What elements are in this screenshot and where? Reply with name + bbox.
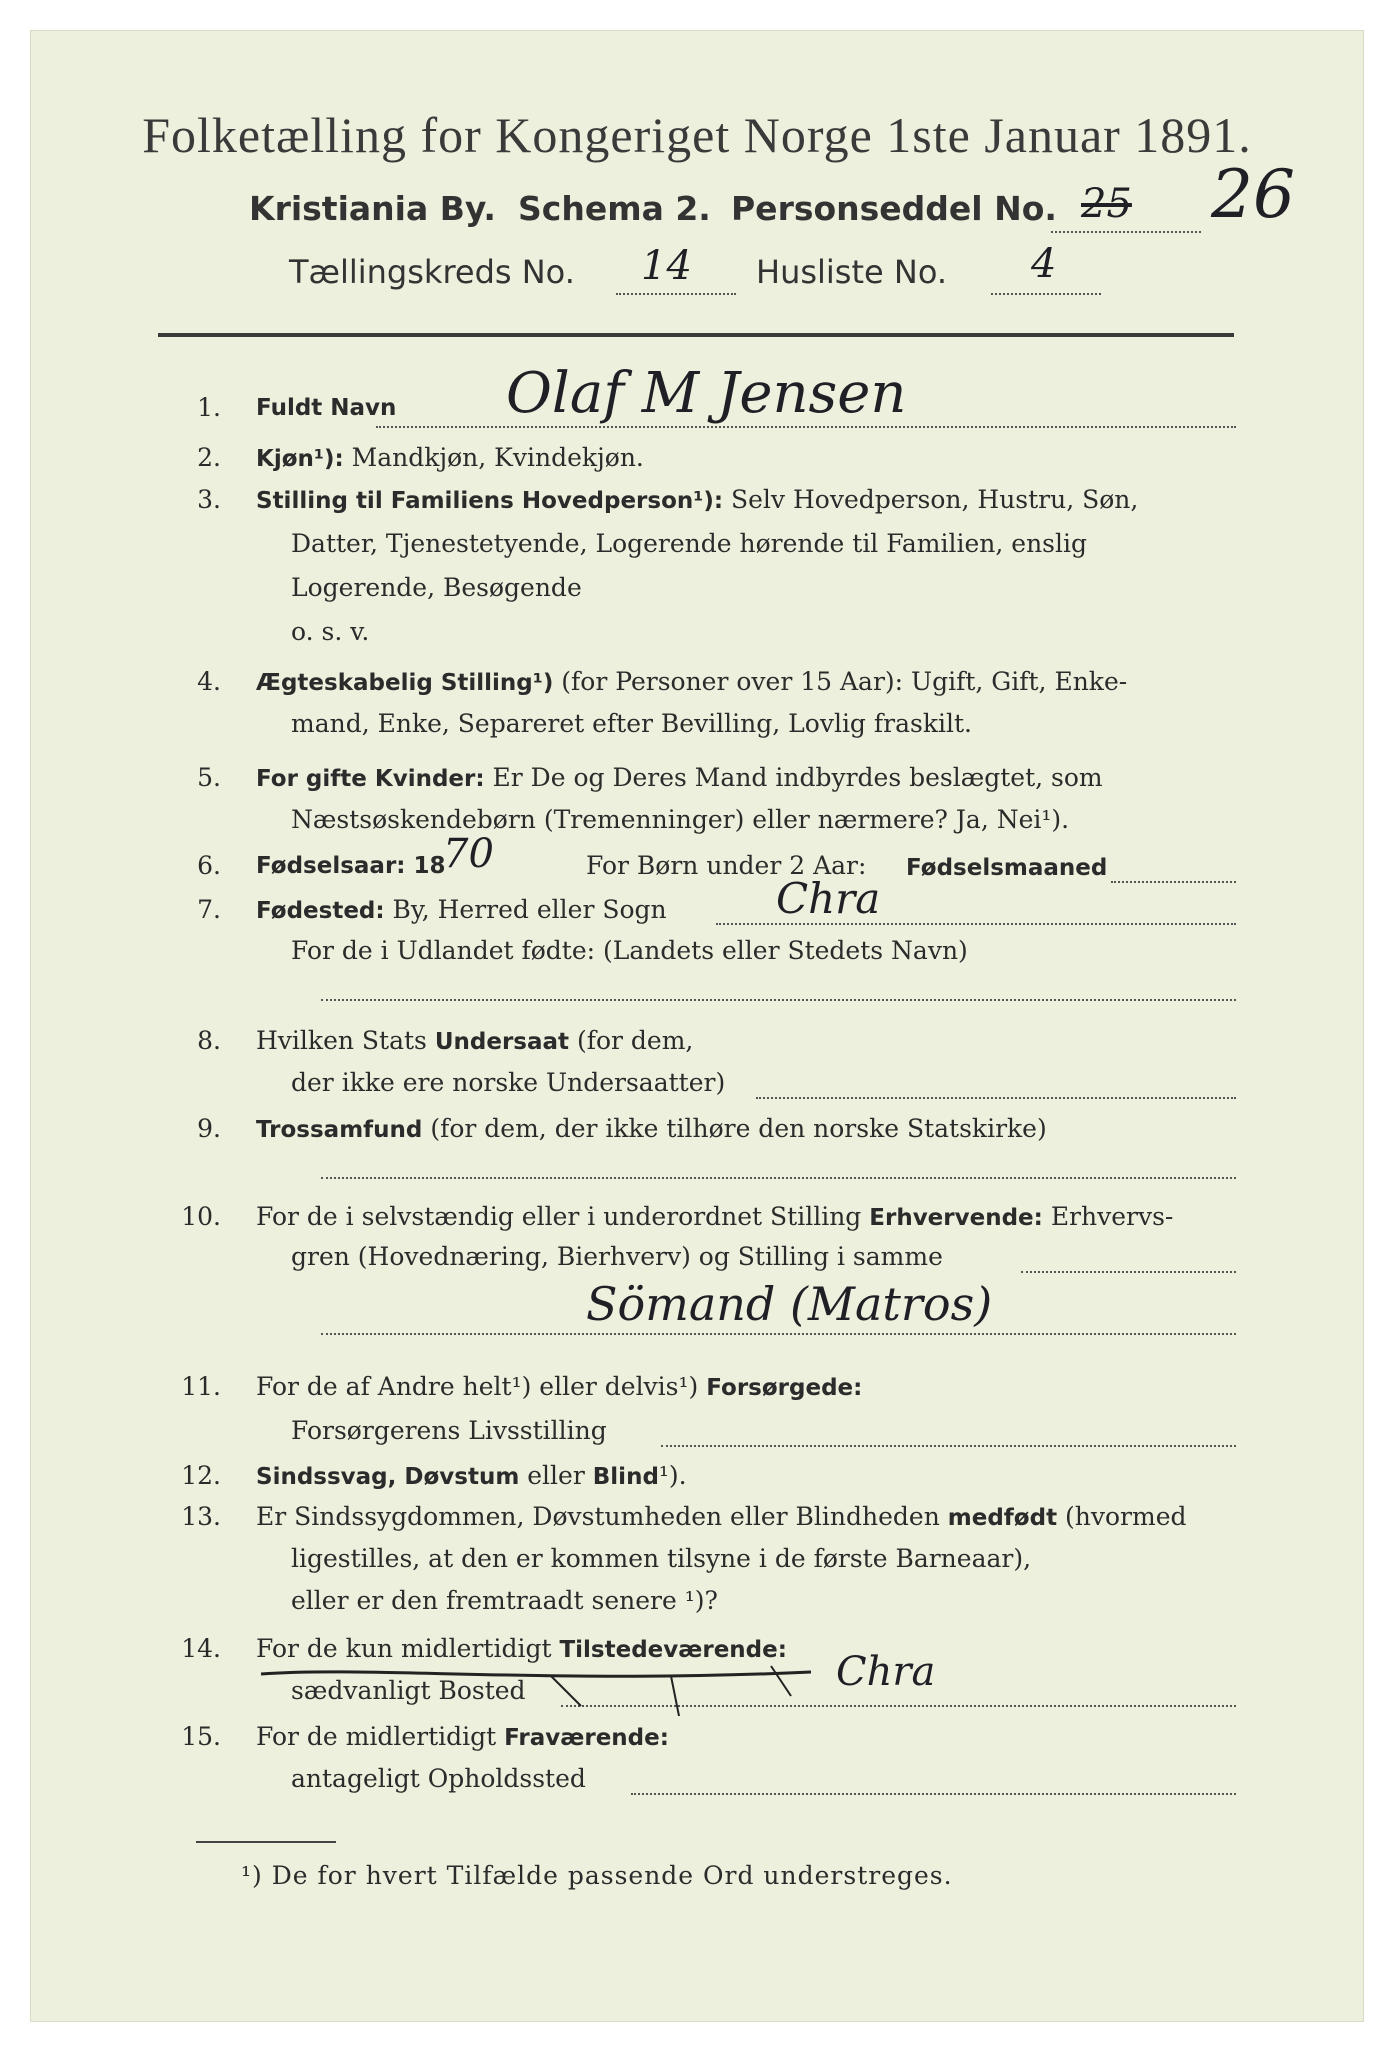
census-form: Folketælling for Kongeriget Norge 1ste Januar 1891. Kristiania By. Schema 2. Personseddel No. 25 26 Tællingskreds No. 14 Husliste No. 4 1. Fuldt Navn Olaf M Jensen 2. Kjøn¹): Mandkjøn, Kvindekjøn. 3. Stilling til Familiens Hovedperson¹): Selv Hovedperson, Hustru, Søn, Datter, Tjenestetyende, Logerende hørende til Familien, enslig Logerende, Besøgende o. s. v. 4. Ægteskabelig Stilling¹) (for Personer over 15 Aar): Ugift, Gift, Enke- mand, Enke, Separeret efter Bevilling, Lovlig fraskilt. 5. For gifte Kvinder: Er De og Deres Mand indbyrdes beslægtet, som Næstsøskendebørn (Tremenninger) eller nærmere? Ja, Nei¹). 6. Fødselsaar: 18 70 For Børn under 2 Aar: Fødselsmaaned 7. Fødested: By, Herred eller Sogn Chra For de i Udlandet fødte: (Landets eller Stedets Navn) 8. Hvilken Stats Undersaat (for dem, der ikke ere norske Undersaatter) 9. Trossamfund (for dem, der ikke tilhøre den norske Statskirke) 10. For de i selvstændig eller i underordnet Stilling Erhvervende: Erhvervs- gren (Hovednæring, Bierhverv) og Stilling i samme Sömand (Matros) 11. For de af Andre helt¹) eller delvis¹) Forsørgede: Forsørgerens Livsstilling 12. Sindssvag, Døvstum eller Blind¹). 13. Er Sindssygdommen, Døvstumheden eller Blindheden medfødt (hvormed ligestilles, at den er kommen tilsyne i de første Barneaar), eller er den fremtraadt senere ¹)? 14. For de kun midlertidigt Tilstedeværende: sædvanligt Bosted Chra 15. For de midlertidigt Fraværende: antageligt Opholdssted ¹) De for hvert Tilfælde passende Ord understreges. xyxy=(30,30,1364,2022)
city-label: Kristiania By. xyxy=(249,189,496,228)
personseddel-dots xyxy=(1051,231,1201,233)
strike-marks xyxy=(251,1636,831,1716)
schema-label: Schema 2. xyxy=(518,189,711,228)
header-rule xyxy=(158,333,1234,337)
husliste-number: 4 xyxy=(1031,241,1057,287)
husliste-label: Husliste No. xyxy=(756,253,947,291)
form-title: Folketælling for Kongeriget Norge 1ste Januar 1891. xyxy=(142,107,1252,163)
kreds-label: Tællingskreds No. xyxy=(289,253,575,291)
usual-residence-handwritten: Chra xyxy=(836,1649,936,1695)
footnote-rule xyxy=(196,1841,336,1843)
birth-year-handwritten: 70 xyxy=(443,831,494,877)
footnote: ¹) De for hvert Tilfælde passende Ord understreges. xyxy=(241,1861,953,1890)
full-name-handwritten: Olaf M Jensen xyxy=(506,361,907,426)
occupation-handwritten: Sömand (Matros) xyxy=(586,1277,993,1331)
personseddel-struck-number: 25 xyxy=(1081,181,1132,227)
personseddel-label: Personseddel No. xyxy=(731,189,1057,228)
item-1-label: Fuldt Navn xyxy=(256,395,397,421)
husliste-dots xyxy=(991,293,1101,295)
kreds-number: 14 xyxy=(641,243,692,289)
birthplace-handwritten: Chra xyxy=(776,874,881,923)
personseddel-number: 26 xyxy=(1211,156,1295,233)
kreds-dots xyxy=(616,293,736,295)
